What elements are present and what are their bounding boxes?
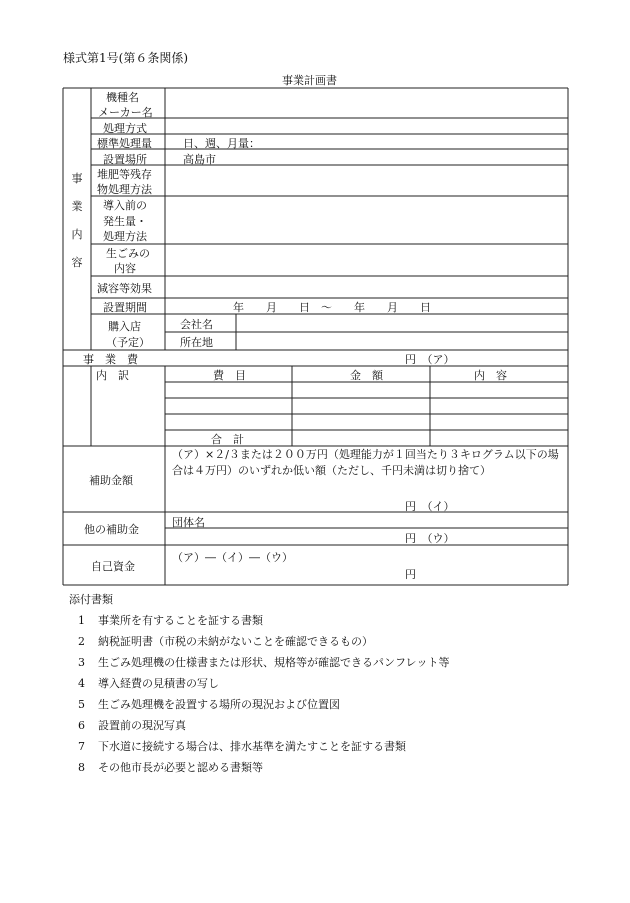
attachment-item: 6 設置前の現況写真 xyxy=(78,719,186,732)
label-before-line1: 導入前の xyxy=(103,199,147,212)
label-maker-name: メーカー名 xyxy=(98,106,153,119)
label-before-line2: 発生量・ xyxy=(103,215,147,228)
attachment-item: 8 その他市長が必要と認める書類等 xyxy=(78,761,263,774)
label-sum: 合 計 xyxy=(211,433,244,446)
label-self-fund: 自己資金 xyxy=(91,560,135,573)
section-label-jigyo-naiyo: 事 業 内 容 xyxy=(71,172,83,269)
label-subsidy: 補助金額 xyxy=(89,474,133,487)
column-header-amount: 金 額 xyxy=(350,369,383,382)
value-project-cost: 円 （ア） xyxy=(405,353,455,366)
label-shop-line2: （予定） xyxy=(106,336,150,349)
form-number: 様式第1号(第６条関係) xyxy=(63,51,188,65)
attachment-item: 2 納税証明書（市税の未納がないことを確認できるもの） xyxy=(78,635,373,648)
value-location: 高島市 xyxy=(183,153,216,166)
page-title: 事業計画書 xyxy=(282,74,337,87)
column-header-item: 費 目 xyxy=(213,369,246,382)
label-residue-line1: 堆肥等残存 xyxy=(97,168,152,181)
label-before-line3: 処理方法 xyxy=(103,230,147,243)
self-fund-formula: （ア）―（イ）―（ウ） xyxy=(172,551,293,564)
subsidy-formula-text: （ア）×２/３または２００万円（処理能力が１回当たり３キログラム以下の場合は４万円）のいずれか低い額（ただし、千円未満は切り捨て） xyxy=(172,448,559,477)
column-header-content: 内 容 xyxy=(474,369,507,382)
value-self-fund: 円 xyxy=(405,568,416,581)
label-other-subsidy: 他の補助金 xyxy=(84,523,139,536)
label-address: 所在地 xyxy=(180,336,213,349)
value-period: 年 月 日 ～ 年 月 日 xyxy=(233,301,431,314)
attachment-item: 3 生ごみ処理機の仕様書または形状、規格等が確認できるパンフレット等 xyxy=(78,656,450,669)
label-capacity: 標準処理量 xyxy=(97,137,152,150)
value-capacity: 日、週、月量： xyxy=(183,137,260,150)
label-method: 処理方式 xyxy=(103,122,147,135)
label-model-name: 機種名 xyxy=(106,91,139,104)
label-breakdown: 内 訳 xyxy=(96,369,129,382)
label-company: 会社名 xyxy=(180,318,213,331)
value-other-subsidy: 円 （ウ） xyxy=(405,532,455,545)
label-contents-line1: 生ごみの xyxy=(106,247,150,260)
label-period: 設置期間 xyxy=(103,301,147,314)
label-contents-line2: 内容 xyxy=(114,262,136,275)
value-subsidy: 円 （イ） xyxy=(405,500,455,513)
label-organization: 団体名 xyxy=(172,516,205,529)
label-project-cost: 事 業 費 xyxy=(83,353,138,366)
label-location: 設置場所 xyxy=(103,153,147,166)
attachment-item: 5 生ごみ処理機を設置する場所の現況および位置図 xyxy=(78,698,340,711)
attachment-item: 7 下水道に接続する場合は、排水基準を満たすことを証する書類 xyxy=(78,740,406,753)
label-effect: 減容等効果 xyxy=(97,282,152,295)
label-residue-line2: 物処理方法 xyxy=(97,183,152,196)
label-shop-line1: 購入店 xyxy=(108,320,141,333)
attachments-title: 添付書類 xyxy=(69,593,113,606)
attachment-item: 4 導入経費の見積書の写し xyxy=(78,677,219,690)
attachment-item: 1 事業所を有することを証する書類 xyxy=(78,614,263,627)
